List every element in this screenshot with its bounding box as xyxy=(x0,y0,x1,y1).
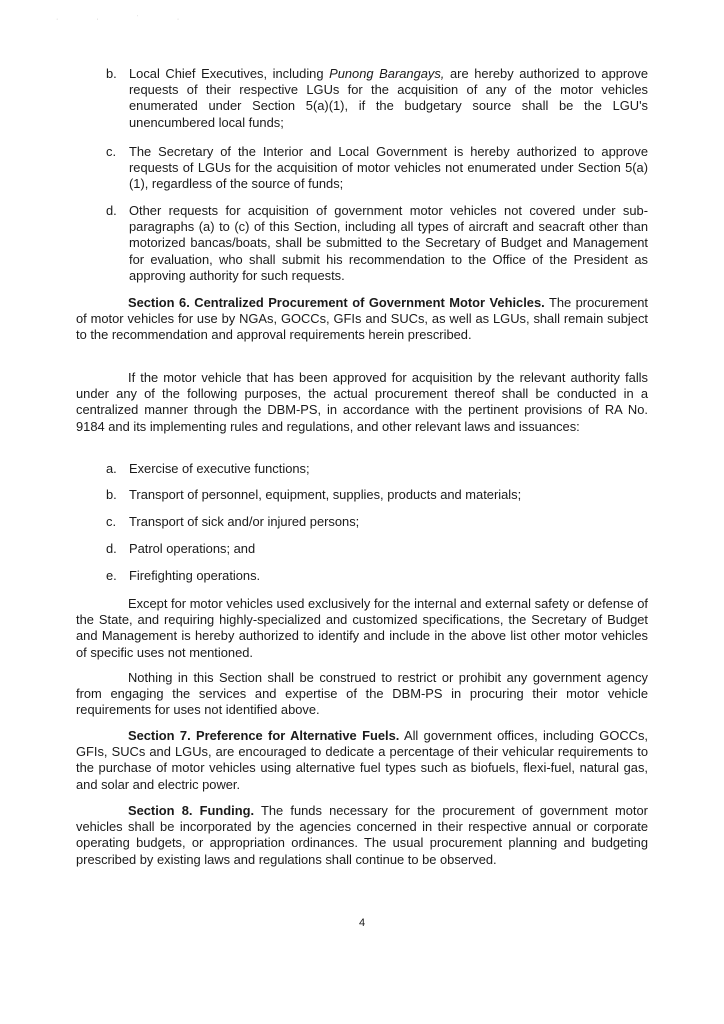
section-6-para2-text: If the motor vehicle that has been approved for acquisition by the relevant authority falls under any of the following purposes, the actual procurement thereof shall be conducted in a centralized manner through the DBM-PS, in accordance with the pertinent provisions of RA No. 9184 and its implementing rules and regulations, and other relevant laws and issuances: xyxy=(76,370,648,434)
section-6-paragraph-2 xyxy=(76,370,648,435)
purpose-item-b xyxy=(106,487,521,503)
purpose-text: Firefighting operations. xyxy=(129,568,261,583)
list-item-d xyxy=(106,203,648,284)
purpose-item-e xyxy=(106,568,260,584)
top-list-d xyxy=(106,203,648,284)
section-8-heading: Section 8. Funding. xyxy=(128,803,255,818)
section-6-para3-text: Except for motor vehicles used exclusively for the internal and external safety or defense of the State, and requiring highly-specialized and customized specifications, the Secretary of Budget and Management is hereby authorized to identify and include in the above list other motor vehicles of specific uses not mentioned. xyxy=(76,596,648,660)
section-6-text: The procurement of motor vehicles for use by NGAs, GOCCs, GFIs and SUCs, as well as LGUs, shall remain subject to the recommendation and approval requirements herein prescribed. xyxy=(76,295,648,343)
section-7-heading: Section 7. Preference for Alternative Fuels. xyxy=(128,728,400,743)
section-7-text: All government offices, including GOCCs, GFIs, SUCs and LGUs, are encouraged to dedicate a percentage of their vehicular requirements to the purchase of motor vehicles using alternative fuel types such as biofuels, flexi-fuel, natural gas, and solar and electric power. xyxy=(76,728,648,792)
emphasis-text: Punong Barangays, xyxy=(329,66,445,81)
list-marker: d. xyxy=(106,541,117,556)
purpose-text: Transport of personnel, equipment, supplies, products and materials; xyxy=(129,487,522,502)
section-7-paragraph xyxy=(76,728,648,793)
section-8-paragraph xyxy=(76,803,648,868)
list-marker: c. xyxy=(106,514,117,529)
list-marker: b. xyxy=(106,66,117,81)
purpose-item-a xyxy=(106,461,310,477)
list-item-c xyxy=(106,144,648,193)
list-marker: e. xyxy=(106,568,117,583)
section-6-heading: Section 6. Centralized Procurement of Government Motor Vehicles. xyxy=(128,295,545,310)
section-6-paragraph-3 xyxy=(76,596,648,661)
purpose-text: Exercise of executive functions; xyxy=(129,461,310,476)
list-text: Other requests for acquisition of government motor vehicles not covered under sub-paragraphs (a) to (c) of this Section, including all types of aircraft and seacraft other than motorized bancas/boats, shall be submitted to the Secretary of Budget and Management for evaluation, who shall submit his recommendation to the Office of the President as approving authority for such requests. xyxy=(129,203,648,283)
list-marker: b. xyxy=(106,487,117,502)
section-8-text: The funds necessary for the procurement of government motor vehicles shall be incorporated by the agencies concerned in their respective annual or corporate operating budgets, or appropriation ordinances. The usual procurement planning and budgeting prescribed by existing laws and regulations shall continue to be observed. xyxy=(76,803,648,867)
top-list xyxy=(106,66,648,131)
list-marker: c. xyxy=(106,144,117,159)
list-text-post: are hereby authorized to approve requests of their respective LGUs for the acquisition of any of the motor vehicles enumerated under Section 5(a)(1), if the budgetary source shall be the LGU's unencumbered local funds; xyxy=(129,66,648,130)
page-number: 4 xyxy=(358,917,366,929)
section-6-paragraph xyxy=(76,295,648,344)
purpose-item-c xyxy=(106,514,359,530)
scan-specks: · · ˙ · xyxy=(56,16,198,23)
purpose-text: Transport of sick and/or injured persons; xyxy=(129,514,360,529)
section-6-para4-text: Nothing in this Section shall be construed to restrict or prohibit any government agency from engaging the services and expertise of the DBM-PS in procuring their motor vehicle requirements for uses not identified above. xyxy=(76,670,648,718)
list-item-b xyxy=(106,66,648,131)
purpose-item-d xyxy=(106,541,255,557)
list-marker: a. xyxy=(106,461,117,476)
list-text-pre: Local Chief Executives, including xyxy=(129,66,330,81)
list-marker: d. xyxy=(106,203,117,218)
purpose-text: Patrol operations; and xyxy=(129,541,256,556)
list-text: The Secretary of the Interior and Local Government is hereby authorized to approve requests of LGUs for the acquisition of motor vehicles not enumerated under Section 5(a)(1), regardless of the source of funds; xyxy=(129,144,648,192)
top-list-c xyxy=(106,144,648,193)
section-6-paragraph-4 xyxy=(76,670,648,719)
